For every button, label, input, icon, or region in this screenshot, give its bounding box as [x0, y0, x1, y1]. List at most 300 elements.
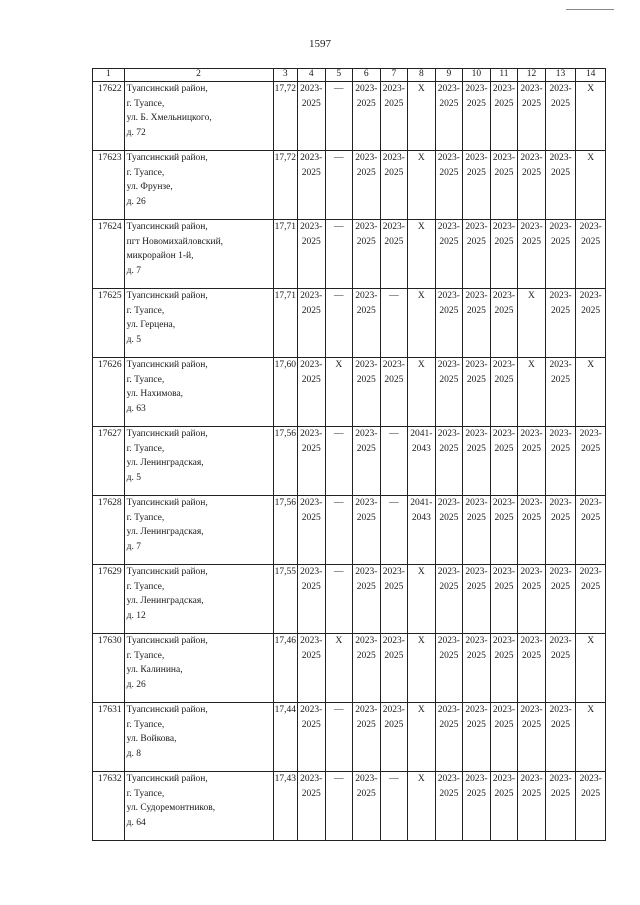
period-cell-11-line: 2025 [494, 305, 514, 316]
period-cell-6 [353, 565, 381, 634]
period-cell-9 [435, 82, 463, 151]
period-cell-5 [325, 151, 353, 220]
period-cell-4-line: 2023- [300, 84, 323, 94]
period-cell-13 [545, 634, 576, 703]
period-cell-11-line: 2023- [492, 774, 516, 784]
address-cell-line: г. Туапсе, [126, 167, 165, 178]
address-cell-line: Туапсинский район, [126, 84, 208, 94]
period-cell-4 [297, 496, 325, 565]
record-number: 17632 [93, 772, 125, 841]
address-cell-line: ул. Войкова, [126, 734, 177, 744]
period-cell-12 [518, 358, 546, 427]
period-cell-6-line: 2025 [356, 719, 376, 730]
period-cell-7 [380, 220, 408, 289]
period-cell-5-line: — [334, 567, 344, 577]
period-cell-4-line: 2025 [301, 374, 321, 385]
period-cell-14-line: 2023- [579, 498, 602, 508]
address-cell-line: ул. Ленинградская, [126, 596, 204, 606]
record-number: 17631 [93, 703, 125, 772]
period-cell-8 [408, 82, 436, 151]
period-cell-11-line: 2023- [492, 636, 516, 646]
period-cell-8 [408, 772, 436, 841]
period-cell-9-line: 2023- [437, 498, 460, 508]
period-cell-12 [518, 82, 546, 151]
period-cell-6 [353, 427, 381, 496]
table-row [93, 772, 606, 841]
period-cell-9 [435, 220, 463, 289]
address-cell-line: д. 7 [126, 265, 141, 276]
period-cell-14-line: Х [587, 153, 595, 163]
record-number: 17627 [93, 427, 125, 496]
period-cell-11 [490, 289, 518, 358]
period-cell-9-line: 2025 [439, 788, 459, 799]
column-number-cell: 3 [273, 69, 297, 82]
address-cell-line: г. Туапсе, [126, 512, 165, 523]
period-cell-6-line: 2023- [355, 84, 378, 94]
period-cell-6-line: 2023- [355, 774, 378, 784]
period-cell-13 [545, 151, 576, 220]
address-cell-line: г. Туапсе, [126, 98, 165, 109]
period-cell-11 [490, 634, 518, 703]
column-number-cell: 12 [518, 69, 546, 82]
period-cell-4 [297, 151, 325, 220]
period-cell-10-line: 2025 [466, 98, 486, 109]
period-cell-10-line: 2023- [465, 291, 488, 301]
period-cell-13-line: 2025 [551, 236, 571, 247]
address-cell [124, 82, 273, 151]
period-cell-13-line: 2025 [551, 167, 571, 178]
period-cell-9 [435, 496, 463, 565]
period-cell-13-line: 2025 [551, 98, 571, 109]
period-cell-10 [463, 220, 491, 289]
period-cell-13 [545, 772, 576, 841]
period-cell-10-line: 2023- [465, 774, 488, 784]
corner-rule [566, 9, 614, 10]
period-cell-6 [353, 151, 381, 220]
period-cell-4-line: 2025 [301, 512, 321, 523]
address-cell [124, 151, 273, 220]
period-cell-12-line: 2023- [520, 498, 543, 508]
record-number: 17626 [93, 358, 125, 427]
period-cell-10-line: 2025 [466, 236, 486, 247]
period-cell-13 [545, 82, 576, 151]
registry-table [92, 68, 606, 841]
period-cell-4-line: 2023- [300, 774, 323, 784]
period-cell-10-line: 2025 [466, 167, 486, 178]
column-number-cell: 1 [93, 69, 125, 82]
period-cell-12-line: 2025 [521, 788, 541, 799]
period-cell-6-line: 2023- [355, 498, 378, 508]
period-cell-12 [518, 496, 546, 565]
period-cell-7-line: 2025 [384, 236, 404, 247]
period-cell-9 [435, 634, 463, 703]
period-cell-13-line: 2023- [549, 498, 572, 508]
period-cell-14-line: 2025 [581, 512, 601, 523]
period-cell-7-line: 2025 [384, 167, 404, 178]
period-cell-7-line: 2025 [384, 98, 404, 109]
period-cell-11-line: 2025 [494, 788, 514, 799]
period-cell-10-line: 2023- [465, 636, 488, 646]
address-cell-line: Туапсинский район, [126, 567, 208, 577]
period-cell-5 [325, 772, 353, 841]
period-cell-4-line: 2025 [301, 98, 321, 109]
period-cell-10 [463, 496, 491, 565]
period-cell-13-line: 2025 [551, 788, 571, 799]
column-number-cell: 6 [353, 69, 381, 82]
address-cell [124, 358, 273, 427]
column-number-cell: 11 [490, 69, 518, 82]
address-cell-line: ул. Герцена, [126, 320, 176, 330]
period-cell-4-line: 2023- [300, 567, 323, 577]
period-cell-5 [325, 427, 353, 496]
period-cell-9-line: 2025 [439, 236, 459, 247]
address-cell-line: г. Туапсе, [126, 581, 165, 592]
period-cell-12-line: 2025 [521, 719, 541, 730]
period-cell-13 [545, 565, 576, 634]
address-cell-line: г. Туапсе, [126, 443, 165, 454]
period-cell-13-line: 2023- [549, 636, 572, 646]
period-cell-7 [380, 565, 408, 634]
period-cell-6-line: 2025 [356, 305, 376, 316]
period-cell-11-line: 2025 [494, 650, 514, 661]
period-cell-12-line: Х [528, 291, 535, 301]
table-row [93, 565, 606, 634]
period-cell-13-line: 2025 [551, 719, 571, 730]
period-cell-13-line: 2023- [549, 222, 572, 232]
period-cell-10-line: 2023- [465, 360, 488, 370]
table-row [93, 703, 606, 772]
period-cell-10-line: 2023- [465, 429, 488, 439]
period-cell-7-line: 2025 [384, 581, 404, 592]
period-cell-7-line: — [389, 774, 399, 784]
period-cell-14 [576, 703, 606, 772]
period-cell-10-line: 2023- [465, 153, 488, 163]
period-cell-14-line: Х [587, 636, 595, 646]
period-cell-11 [490, 358, 518, 427]
period-cell-8-line: 2043 [411, 512, 431, 523]
column-number-cell: 8 [408, 69, 436, 82]
period-cell-13 [545, 427, 576, 496]
address-cell [124, 220, 273, 289]
period-cell-10-line: 2025 [466, 719, 486, 730]
period-cell-11 [490, 151, 518, 220]
period-cell-14-line: 2023- [579, 291, 602, 301]
period-cell-10 [463, 358, 491, 427]
period-cell-9-line: 2025 [439, 98, 459, 109]
period-cell-6-line: 2023- [355, 705, 378, 715]
period-cell-10-line: 2025 [466, 788, 486, 799]
period-cell-7 [380, 427, 408, 496]
period-cell-9-line: 2025 [439, 512, 459, 523]
period-cell-8 [408, 703, 436, 772]
period-cell-10 [463, 703, 491, 772]
period-cell-9-line: 2025 [439, 581, 459, 592]
period-cell-6 [353, 496, 381, 565]
period-cell-5-line: Х [335, 360, 343, 370]
period-cell-5-line: — [334, 222, 344, 232]
period-cell-10-line: 2023- [465, 498, 488, 508]
period-cell-12-line: 2023- [520, 636, 543, 646]
period-cell-10 [463, 82, 491, 151]
period-cell-10 [463, 289, 491, 358]
address-cell [124, 289, 273, 358]
period-cell-9-line: 2025 [439, 167, 459, 178]
period-cell-8-line: Х [417, 153, 425, 163]
period-cell-8-line: Х [417, 774, 425, 784]
period-cell-14-line: 2023- [579, 222, 602, 232]
period-cell-7-line: 2023- [382, 360, 405, 370]
address-cell-line: г. Туапсе, [126, 374, 165, 385]
address-cell-line: д. 8 [126, 748, 141, 759]
period-cell-14 [576, 565, 606, 634]
period-cell-6-line: 2023- [355, 222, 378, 232]
period-cell-14 [576, 427, 606, 496]
value-cell: 17,72 [273, 82, 297, 151]
period-cell-12-line: 2023- [520, 153, 543, 163]
period-cell-14 [576, 151, 606, 220]
period-cell-7-line: — [389, 291, 399, 301]
period-cell-5-line: — [334, 498, 344, 508]
period-cell-10 [463, 565, 491, 634]
address-cell-line: пгт Новомихайловский, [126, 236, 224, 247]
value-cell: 17,46 [273, 634, 297, 703]
value-cell: 17,44 [273, 703, 297, 772]
address-cell-line: Туапсинский район, [126, 498, 208, 508]
period-cell-4-line: 2023- [300, 153, 323, 163]
period-cell-9-line: 2025 [439, 374, 459, 385]
period-cell-9-line: 2025 [439, 305, 459, 316]
period-cell-5 [325, 82, 353, 151]
value-cell: 17,55 [273, 565, 297, 634]
period-cell-8-line: Х [417, 360, 425, 370]
address-cell-line: Туапсинский район, [126, 774, 208, 784]
period-cell-13-line: 2023- [549, 153, 572, 163]
period-cell-11-line: 2023- [492, 498, 516, 508]
period-cell-12 [518, 151, 546, 220]
period-cell-6-line: 2023- [355, 360, 378, 370]
period-cell-11-line: 2023- [492, 360, 516, 370]
column-number-cell: 10 [463, 69, 491, 82]
value-cell: 17,71 [273, 289, 297, 358]
value-cell: 17,60 [273, 358, 297, 427]
address-cell-line: ул. Калинина, [126, 665, 183, 675]
table-row [93, 220, 606, 289]
period-cell-8 [408, 358, 436, 427]
period-cell-9-line: 2023- [437, 567, 460, 577]
period-cell-12-line: 2025 [521, 167, 541, 178]
period-cell-10 [463, 151, 491, 220]
period-cell-6-line: 2025 [356, 167, 376, 178]
period-cell-4-line: 2023- [300, 636, 323, 646]
record-number: 17624 [93, 220, 125, 289]
column-number-cell: 5 [325, 69, 353, 82]
period-cell-12-line: 2023- [520, 705, 543, 715]
address-cell-line: Туапсинский район, [126, 705, 208, 715]
period-cell-11-line: 2025 [494, 719, 514, 730]
period-cell-14-line: 2023- [579, 429, 602, 439]
period-cell-12 [518, 565, 546, 634]
address-cell-line: д. 5 [126, 334, 141, 345]
address-cell-line: г. Туапсе, [126, 650, 165, 661]
address-cell-line: ул. Нахимова, [126, 389, 184, 399]
period-cell-11 [490, 565, 518, 634]
period-cell-12-line: 2025 [521, 98, 541, 109]
period-cell-8 [408, 496, 436, 565]
period-cell-5 [325, 358, 353, 427]
period-cell-12 [518, 703, 546, 772]
column-number-cell: 9 [435, 69, 463, 82]
period-cell-7-line: 2023- [382, 705, 405, 715]
period-cell-9-line: 2025 [439, 443, 459, 454]
table-row [93, 358, 606, 427]
period-cell-4-line: 2023- [300, 222, 323, 232]
period-cell-9-line: 2023- [437, 291, 460, 301]
period-cell-14 [576, 358, 606, 427]
period-cell-9-line: 2025 [439, 719, 459, 730]
period-cell-7 [380, 703, 408, 772]
record-number: 17628 [93, 496, 125, 565]
period-cell-7 [380, 289, 408, 358]
period-cell-9-line: 2023- [437, 84, 460, 94]
address-cell-line: ул. Б. Хмельницкого, [126, 113, 212, 123]
period-cell-7-line: 2023- [382, 222, 405, 232]
period-cell-11-line: 2025 [494, 512, 514, 523]
address-cell-line: Туапсинский район, [126, 429, 208, 439]
period-cell-9-line: 2023- [437, 360, 460, 370]
period-cell-6-line: 2023- [355, 429, 378, 439]
period-cell-10-line: 2025 [466, 650, 486, 661]
period-cell-9 [435, 703, 463, 772]
address-cell [124, 703, 273, 772]
period-cell-11-line: 2025 [494, 374, 514, 385]
period-cell-13-line: 2023- [549, 705, 572, 715]
period-cell-12 [518, 772, 546, 841]
period-cell-6 [353, 703, 381, 772]
period-cell-9-line: 2023- [437, 429, 460, 439]
column-number-cell: 4 [297, 69, 325, 82]
period-cell-5 [325, 496, 353, 565]
period-cell-6-line: 2025 [356, 98, 376, 109]
period-cell-10-line: 2023- [465, 705, 488, 715]
period-cell-14-line: Х [587, 360, 595, 370]
period-cell-11 [490, 82, 518, 151]
period-cell-4-line: 2023- [300, 705, 323, 715]
period-cell-5 [325, 634, 353, 703]
period-cell-14-line: 2025 [581, 443, 601, 454]
period-cell-13-line: 2023- [549, 360, 572, 370]
period-cell-7-line: 2023- [382, 567, 405, 577]
address-cell-line: д. 12 [126, 610, 146, 621]
address-cell [124, 496, 273, 565]
period-cell-8-line: Х [417, 705, 425, 715]
period-cell-6 [353, 82, 381, 151]
period-cell-13-line: 2025 [551, 512, 571, 523]
period-cell-10-line: 2025 [466, 512, 486, 523]
period-cell-9 [435, 427, 463, 496]
table-row [93, 289, 606, 358]
period-cell-7-line: 2023- [382, 153, 405, 163]
period-cell-4-line: 2025 [301, 305, 321, 316]
period-cell-13-line: 2025 [551, 374, 571, 385]
period-cell-14-line: 2023- [579, 774, 602, 784]
address-cell-line: микрорайон 1-й, [126, 251, 194, 261]
period-cell-6-line: 2023- [355, 153, 378, 163]
period-cell-13 [545, 703, 576, 772]
address-cell-line: Туапсинский район, [126, 636, 208, 646]
period-cell-7-line: 2023- [382, 636, 405, 646]
period-cell-7-line: — [389, 429, 399, 439]
period-cell-12 [518, 220, 546, 289]
period-cell-8 [408, 151, 436, 220]
column-number-cell: 13 [545, 69, 576, 82]
period-cell-4-line: 2025 [301, 236, 321, 247]
period-cell-10 [463, 772, 491, 841]
period-cell-7-line: — [389, 498, 399, 508]
period-cell-13-line: 2025 [551, 650, 571, 661]
period-cell-11-line: 2025 [494, 443, 514, 454]
period-cell-6-line: 2023- [355, 291, 378, 301]
period-cell-6-line: 2023- [355, 567, 378, 577]
period-cell-4 [297, 289, 325, 358]
period-cell-4-line: 2025 [301, 650, 321, 661]
period-cell-13-line: 2023- [549, 429, 572, 439]
address-cell-line: ул. Фрунзе, [126, 182, 173, 192]
address-cell-line: Туапсинский район, [126, 291, 208, 301]
table-row [93, 82, 606, 151]
record-number: 17625 [93, 289, 125, 358]
record-number: 17623 [93, 151, 125, 220]
period-cell-14-line: 2025 [581, 788, 601, 799]
period-cell-6-line: 2025 [356, 650, 376, 661]
period-cell-5-line: — [334, 153, 344, 163]
period-cell-4-line: 2025 [301, 443, 321, 454]
period-cell-5-line: Х [335, 636, 343, 646]
period-cell-11-line: 2025 [494, 98, 514, 109]
period-cell-4-line: 2025 [301, 167, 321, 178]
period-cell-4 [297, 82, 325, 151]
period-cell-13-line: 2025 [551, 305, 571, 316]
period-cell-13 [545, 496, 576, 565]
page-number: 1597 [309, 38, 331, 50]
value-cell: 17,72 [273, 151, 297, 220]
record-number: 17630 [93, 634, 125, 703]
address-cell-line: д. 64 [126, 817, 146, 828]
period-cell-7-line: 2023- [382, 84, 405, 94]
period-cell-4 [297, 220, 325, 289]
period-cell-11-line: 2025 [494, 581, 514, 592]
column-number-cell: 7 [380, 69, 408, 82]
period-cell-8 [408, 634, 436, 703]
period-cell-10-line: 2025 [466, 581, 486, 592]
period-cell-6 [353, 220, 381, 289]
period-cell-13-line: 2023- [549, 291, 572, 301]
period-cell-12-line: 2023- [520, 84, 543, 94]
record-number: 17629 [93, 565, 125, 634]
period-cell-11-line: 2025 [494, 167, 514, 178]
period-cell-4 [297, 634, 325, 703]
period-cell-14 [576, 496, 606, 565]
period-cell-11-line: 2023- [492, 153, 516, 163]
table-row [93, 634, 606, 703]
period-cell-6-line: 2025 [356, 236, 376, 247]
period-cell-8 [408, 565, 436, 634]
period-cell-11-line: 2023- [492, 705, 516, 715]
period-cell-8-line: 2043 [411, 443, 431, 454]
period-cell-12-line: 2023- [520, 429, 543, 439]
period-cell-12-line: 2025 [521, 443, 541, 454]
period-cell-12 [518, 289, 546, 358]
period-cell-9 [435, 289, 463, 358]
